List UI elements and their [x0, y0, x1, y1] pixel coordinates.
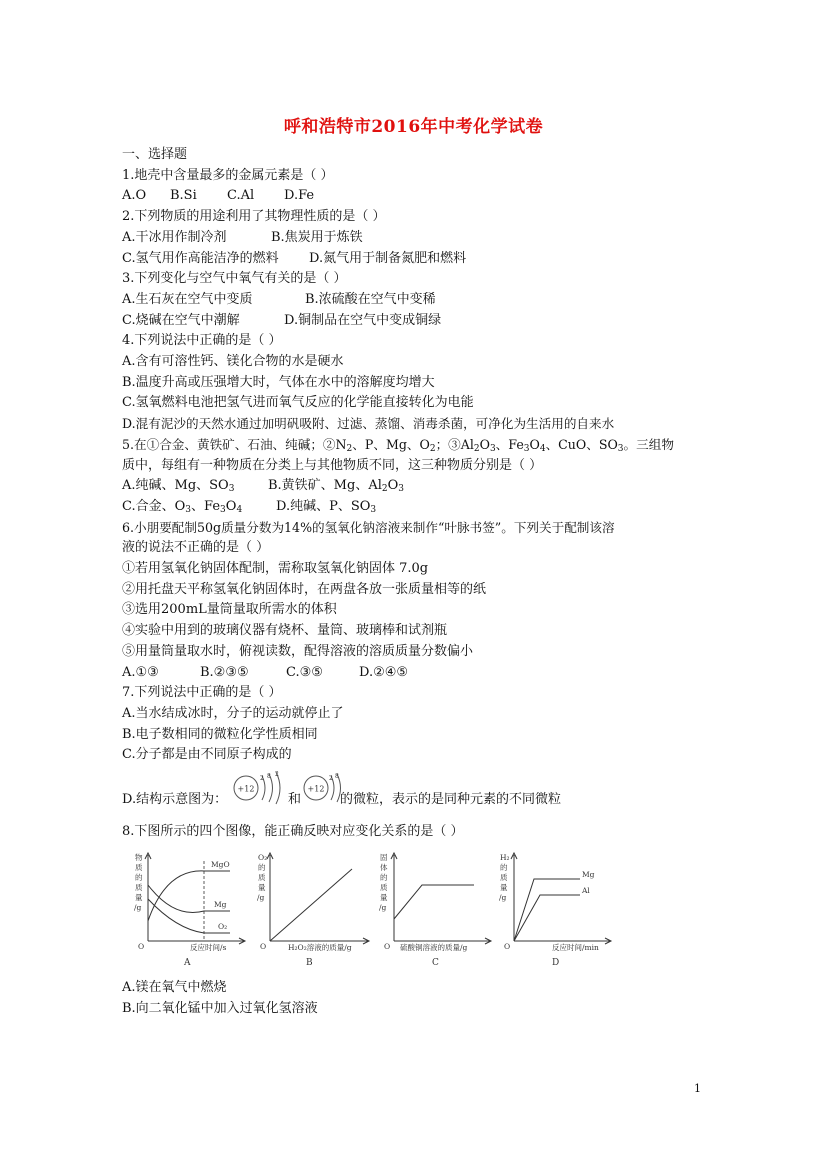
graph-a-origin: O	[138, 941, 145, 951]
q5-stem-line1	[122, 435, 707, 456]
subscript: 2	[381, 484, 388, 495]
svg-text:2: 2	[275, 771, 279, 779]
q5-stem-line2: 质中，每组有一种物质在分类上与其他物质不同，这三种物质分别是（ ）	[122, 457, 543, 473]
q6-options	[122, 663, 707, 684]
graph-b	[252, 849, 377, 973]
q3-options-cd	[122, 311, 707, 332]
graph-a-curve-mg: Mg	[214, 899, 227, 909]
q6-option-d: D.②④⑤	[359, 664, 409, 680]
q7-stem: 7.下列说法中正确的是（ ）	[122, 685, 282, 701]
q1-option-c: C.Al	[227, 188, 255, 204]
q3-option-c: C.烧碱在空气中潮解	[122, 312, 240, 328]
graph-a-curve-o2: O₂	[218, 921, 228, 931]
q5-option-b-text: B.黄铁矿、Mg、Al	[268, 478, 382, 494]
graph-b-ylabel-1: O₂	[258, 852, 268, 862]
svg-text:8: 8	[335, 773, 339, 781]
q1-options	[122, 186, 707, 207]
q5-option-c-text: C.合金、O	[122, 498, 186, 514]
subscript: 3	[185, 504, 192, 515]
q5-text: O	[529, 436, 540, 452]
q6-option-b: B.②③⑤	[200, 664, 249, 680]
q7-option-d-text: D.结构示意图为：	[122, 792, 228, 808]
graph-a-ylabel-6: /g	[134, 902, 142, 912]
subscript: 2	[429, 443, 436, 454]
q5-text: 、Fe	[495, 436, 524, 452]
graph-b-xlabel: H₂O₂溶液的质量/g	[288, 942, 352, 952]
graph-a-ylabel-5: 量	[135, 892, 143, 902]
graph-b-ylabel-5: /g	[257, 892, 265, 902]
graph-a-xlabel: 反应时间/s	[190, 942, 227, 952]
q1-option-a: A.O	[122, 188, 147, 204]
subscript: 3	[523, 443, 530, 454]
nucleus-charge: +12	[237, 784, 255, 794]
q4-option-d: D.混有泥沙的天然水通过加明矾吸附、过滤、蒸馏、消毒杀菌，可净化为生活用的自来水	[122, 416, 615, 432]
q2-option-b: B.焦炭用于炼铁	[271, 229, 363, 245]
graph-d-ylabel-5: /g	[499, 892, 507, 902]
q8-option-b: B.向二氧化锰中加入过氧化氢溶液	[122, 1000, 318, 1016]
exam-body	[122, 145, 707, 1019]
q5-text: 。三组物	[623, 436, 674, 452]
graph-b-ylabel-3: 质	[258, 872, 266, 882]
q2-options-cd	[122, 249, 707, 270]
q7-option-d	[122, 766, 707, 826]
q3-option-a: A.生石灰在空气中变质	[122, 291, 253, 307]
graph-d-curve-al: Al	[582, 885, 590, 895]
graph-c-ylabel-2: 体	[380, 862, 388, 872]
graph-d	[490, 849, 615, 973]
section-heading: 一、选择题	[122, 147, 188, 162]
q5-option-d	[276, 497, 376, 518]
q5-option-b-text: O	[387, 478, 399, 494]
q6-statement-4: ④实验中用到的玻璃仪器有烧杯、量筒、玻璃棒和试剂瓶	[122, 623, 448, 639]
q7-option-b: B.电子数相同的微粒化学性质相同	[122, 726, 318, 742]
q8-graphs	[122, 849, 707, 974]
graph-c-letter: C	[432, 957, 439, 968]
q6-statement-5: ⑤用量筒量取水时，俯视读数，配得溶液的溶质质量分数偏小	[122, 643, 474, 659]
subscript: 2	[473, 443, 480, 454]
graph-a-ylabel-3: 的	[135, 872, 143, 882]
q3-options-ab	[122, 290, 707, 311]
graph-c-ylabel-4: 质	[380, 882, 388, 892]
page-number: 1	[694, 1082, 701, 1095]
q3-option-b: B.浓硫酸在空气中变稀	[305, 291, 436, 307]
atom-structure-diagram-2	[302, 768, 342, 808]
q5-option-c	[122, 497, 276, 518]
graph-c-ylabel-3: 的	[380, 872, 388, 882]
graph-b-ylabel-4: 量	[258, 882, 266, 892]
q6-statement-3: ③选用200mL量筒量取所需水的体积	[122, 602, 337, 618]
subscript: 4	[236, 504, 243, 515]
q2-stem: 2.下列物质的用途利用了其物理性质的是（ ）	[122, 209, 386, 225]
graph-a-ylabel-4: 质	[135, 882, 143, 892]
q4-stem: 4.下列说法中正确的是（ ）	[122, 333, 282, 349]
graph-d-curve-mg: Mg	[582, 869, 595, 879]
q7-option-d-rest: 的微粒，表示的是同种元素的不同微粒	[340, 792, 562, 808]
q6-stem-line1: 6.小朋要配制50g质量分数为14%的氢氧化钠溶液来制作“叶脉书签”。下列关于配制该溶	[122, 519, 615, 535]
q4-option-c: C.氢氧燃料电池把氢气进而氧气反应的化学能直接转化为电能	[122, 395, 474, 411]
graph-c-ylabel-5: 量	[380, 892, 388, 902]
graph-d-origin: O	[504, 941, 511, 951]
graph-a-ylabel-2: 质	[135, 862, 143, 872]
graph-a-curve-mgo: MgO	[211, 859, 230, 869]
q4-option-a: A.含有可溶性钙、镁化合物的水是硬水	[122, 354, 344, 370]
subscript: 2	[346, 443, 353, 454]
q6-option-c: C.③⑤	[286, 664, 323, 680]
subscript: 3	[220, 504, 226, 515]
q5-options-ab	[122, 476, 707, 497]
graph-a-letter: A	[184, 957, 191, 968]
subscript: 3	[617, 443, 624, 454]
q5-option-a	[122, 476, 268, 497]
q2-option-a: A.干冰用作制冷剂	[122, 229, 227, 245]
q7-option-a: A.当水结成冰时，分子的运动就停止了	[122, 705, 344, 721]
q5-option-a-text: A.纯碱、Mg、SO	[122, 478, 229, 494]
svg-text:2: 2	[329, 775, 333, 783]
q5-text: ；③Al	[435, 436, 474, 452]
q5-option-c-text: O	[225, 498, 237, 514]
q6-option-a: A.①③	[122, 664, 159, 680]
graph-d-ylabel-1: H₂	[500, 852, 510, 862]
q1-stem: 1.地壳中含量最多的金属元素是（ ）	[122, 167, 334, 183]
graph-d-xlabel: 反应时间/min	[552, 942, 599, 952]
graph-b-letter: B	[306, 957, 313, 968]
graph-b-ylabel-2: 的	[258, 862, 266, 872]
graph-c-ylabel-1: 固	[380, 852, 388, 862]
subscript: 3	[398, 484, 405, 495]
graph-d-letter: D	[552, 957, 560, 968]
graph-c-ylabel-6: /g	[379, 902, 387, 912]
q1-option-b: B.Si	[170, 188, 197, 204]
q7-option-c: C.分子都是由不同原子构成的	[122, 747, 292, 763]
q2-option-d: D.氮气用于制备氮肥和燃料	[309, 250, 467, 266]
q5-option-d-text: D.纯碱、P、SO	[276, 498, 371, 514]
subscript: 3	[228, 484, 235, 495]
q6-statement-2: ②用托盘天平称氢氧化钠固体时，在两盘各放一张质量相等的纸	[122, 581, 487, 597]
q8-stem: 8.下图所示的四个图像，能正确反映对应变化关系的是（ ）	[122, 824, 464, 840]
q3-stem: 3.下列变化与空气中氧气有关的是（ ）	[122, 271, 347, 287]
q8-option-a: A.镁在氧气中燃烧	[122, 979, 227, 995]
q4-option-b: B.温度升高或压强增大时，气体在水中的溶解度均增大	[122, 374, 435, 390]
q1-option-d: D.Fe	[284, 188, 315, 204]
graph-d-ylabel-3: 质	[500, 872, 508, 882]
q7-option-d-and: 和	[288, 792, 302, 808]
q6-stem-line2: 液的说法不正确的是（ ）	[122, 540, 270, 556]
q5-text: 5.在①合金、黄铁矿、石油、纯碱；②N	[122, 436, 347, 452]
svg-text:2: 2	[260, 775, 264, 783]
graph-c	[370, 849, 495, 973]
q5-options-cd	[122, 497, 707, 518]
page-title: 呼和浩特市2016年中考化学试卷	[283, 117, 544, 137]
q6-statement-1: ①若用氢氧化钠固体配制，需称取氢氧化钠固体 7.0g	[122, 561, 429, 577]
q2-option-c: C.氢气用作高能洁净的燃料	[122, 250, 279, 266]
svg-text:8: 8	[267, 773, 271, 781]
graph-b-origin: O	[260, 941, 267, 951]
nucleus-charge: +12	[307, 784, 325, 794]
subscript: 4	[539, 443, 546, 454]
subscript: 3	[489, 443, 496, 454]
subscript: 3	[370, 504, 377, 515]
q5-text: 、CuO、SO	[545, 436, 618, 452]
graph-a	[126, 849, 251, 973]
q3-option-d: D.铜制品在空气中变成铜绿	[284, 312, 442, 328]
q5-option-b	[268, 476, 404, 497]
graph-d-ylabel-4: 量	[500, 882, 508, 892]
q5-text: O	[479, 436, 490, 452]
atom-structure-diagram-1	[230, 768, 288, 808]
graph-a-ylabel-1: 物	[135, 852, 143, 862]
q5-text: 、P、Mg、O	[352, 436, 430, 452]
q5-option-c-text: 、Fe	[191, 498, 221, 514]
q2-options-ab	[122, 228, 707, 249]
graph-c-origin: O	[384, 941, 391, 951]
graph-d-ylabel-2: 的	[500, 862, 508, 872]
graph-c-xlabel: 硫酸铜溶液的质量/g	[400, 942, 468, 952]
